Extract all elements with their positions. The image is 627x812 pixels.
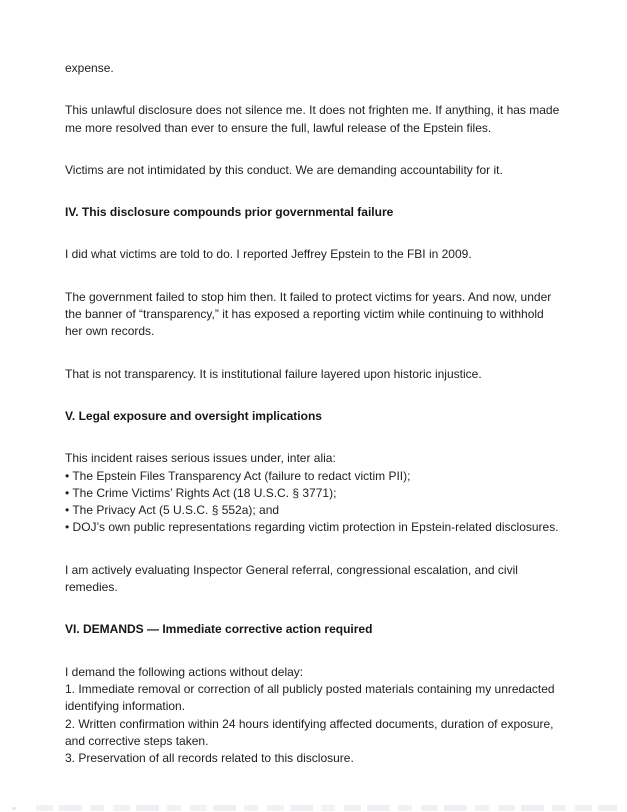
text-line: • The Epstein Files Transparency Act (failure to redact victim PII); — [65, 468, 411, 483]
text-line: V. Legal exposure and oversight implications — [65, 408, 322, 423]
paragraph — [65, 450, 617, 536]
paragraph — [65, 60, 617, 77]
text-line: the banner of “transparency,” it has exposed a reporting victim while continuing to withhold — [65, 307, 544, 322]
text-line: VI. DEMANDS — Immediate corrective action required — [65, 622, 373, 637]
cutoff-next-line — [36, 805, 617, 811]
paragraph — [65, 664, 617, 768]
text-line: • The Crime Victims’ Rights Act (18 U.S.C. § 3771); — [65, 485, 337, 500]
cutoff-text-fragment — [12, 807, 16, 810]
text-line: identifying information. — [65, 699, 186, 714]
paragraph — [65, 366, 617, 383]
text-line: me more resolved than ever to ensure the full, lawful release of the Epstein files. — [65, 120, 492, 135]
document-content — [65, 60, 617, 792]
text-line: That is not transparency. It is institutional failure layered upon historic injustice. — [65, 366, 482, 381]
text-line: remedies. — [65, 580, 118, 595]
section-heading — [65, 408, 617, 425]
section-heading — [65, 204, 617, 221]
text-line: This incident raises serious issues under, inter alia: — [65, 451, 336, 466]
text-line: The government failed to stop him then. It failed to protect victims for years. And now, under — [65, 289, 552, 304]
text-line: 2. Written confirmation within 24 hours identifying affected documents, duration of exposure, — [65, 716, 554, 731]
text-line: IV. This disclosure compounds prior governmental failure — [65, 205, 394, 220]
paragraph — [65, 246, 617, 263]
text-line: • DOJ’s own public representations regarding victim protection in Epstein-related disclosures. — [65, 520, 559, 535]
text-line: 3. Preservation of all records related to this disclosure. — [65, 751, 354, 766]
text-line: • The Privacy Act (5 U.S.C. § 552a); and — [65, 503, 280, 518]
paragraph — [65, 562, 617, 597]
text-line: her own records. — [65, 324, 155, 339]
text-line: This unlawful disclosure does not silence me. It does not frighten me. If anything, it has made — [65, 103, 560, 118]
paragraph — [65, 162, 617, 179]
section-heading — [65, 621, 617, 638]
paragraph — [65, 102, 617, 137]
text-line: and corrective steps taken. — [65, 733, 209, 748]
text-line: 1. Immediate removal or correction of all publicly posted materials containing my unredacted — [65, 681, 555, 696]
text-line: expense. — [65, 61, 114, 75]
paragraph — [65, 289, 617, 341]
text-line: I demand the following actions without delay: — [65, 664, 304, 679]
text-line: I did what victims are told to do. I reported Jeffrey Epstein to the FBI in 2009. — [65, 247, 472, 262]
text-line: Victims are not intimidated by this conduct. We are demanding accountability for it. — [65, 162, 503, 177]
text-line: I am actively evaluating Inspector General referral, congressional escalation, and civil — [65, 562, 518, 577]
